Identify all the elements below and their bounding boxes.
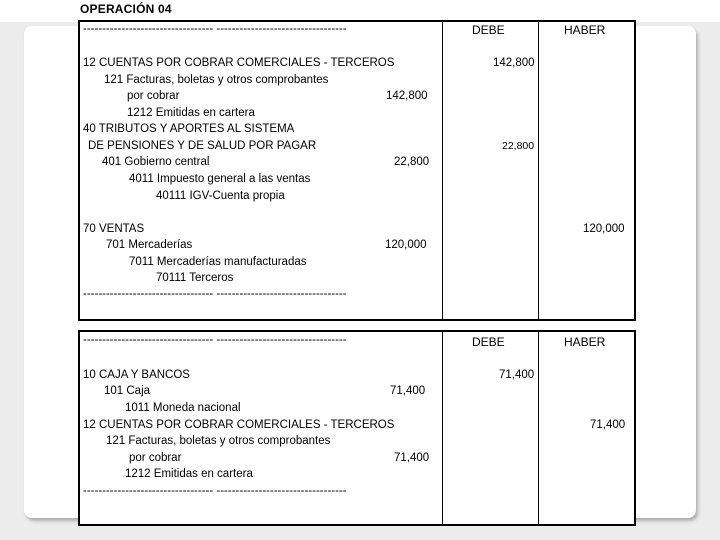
account-line: 1212 Emitidas en cartera: [125, 468, 253, 480]
operation-title: OPERACIÓN 04: [80, 2, 172, 16]
account-line: 10 CAJA Y BANCOS: [83, 369, 190, 381]
debe-amount: 71,400: [499, 369, 535, 381]
debe-column-divider: [442, 332, 443, 524]
account-line: DE PENSIONES Y DE SALUD POR PAGAR: [88, 140, 317, 152]
sub-amount: 71,400: [394, 452, 430, 464]
account-line: 12 CUENTAS POR COBRAR COMERCIALES - TERCEROS: [83, 419, 395, 431]
sub-amount: 22,800: [394, 156, 430, 168]
account-line: 4011 Impuesto general a las ventas: [129, 173, 311, 185]
haber-column-divider: [538, 332, 539, 524]
debe-column-divider: [442, 22, 443, 319]
account-line: 121 Facturas, boletas y otros comprobantes: [104, 74, 329, 86]
account-line: 70 VENTAS: [83, 223, 145, 235]
header-dashes: ---------------------------------- ----------------------------------: [83, 334, 347, 346]
debe-header: DEBE: [472, 23, 505, 37]
account-line: por cobrar: [127, 90, 180, 102]
haber-column-divider: [538, 22, 539, 319]
account-line: 121 Facturas, boletas y otros comprobantes: [106, 435, 331, 447]
account-line: 40 TRIBUTOS Y APORTES AL SISTEMA: [83, 123, 295, 135]
account-line: 101 Caja: [104, 385, 151, 397]
journal-entry-cash: [78, 330, 636, 526]
debe-header: DEBE: [472, 335, 505, 349]
sub-amount: 71,400: [390, 385, 426, 397]
haber-amount: 120,000: [583, 223, 625, 235]
header-dashes: ---------------------------------- ----------------------------------: [83, 23, 347, 35]
journal-entry-sales: [78, 20, 636, 321]
account-line: 401 Gobierno central: [102, 156, 210, 168]
account-line: 7011 Mercaderías manufacturadas: [129, 256, 307, 268]
sub-amount: 142,800: [386, 90, 428, 102]
footer-dashes: ---------------------------------- ----------------------------------: [83, 288, 347, 300]
haber-amount: 71,400: [590, 419, 626, 431]
sub-amount: 120,000: [385, 239, 427, 251]
footer-dashes: ---------------------------------- ----------------------------------: [83, 485, 347, 497]
account-line: 12 CUENTAS POR COBRAR COMERCIALES - TERCEROS: [83, 57, 395, 69]
account-line: 70111 Terceros: [156, 272, 234, 284]
account-line: 1011 Moneda nacional: [125, 402, 241, 414]
account-line: 701 Mercaderías: [106, 239, 193, 251]
debe-amount: 142,800: [493, 57, 535, 69]
account-line: 1212 Emitidas en cartera: [127, 107, 255, 119]
account-line: 40111 IGV-Cuenta propia: [156, 190, 285, 202]
haber-header: HABER: [564, 23, 606, 37]
debe-amount: 22,800: [502, 140, 535, 152]
account-line: por cobrar: [129, 452, 182, 464]
haber-header: HABER: [564, 335, 606, 349]
